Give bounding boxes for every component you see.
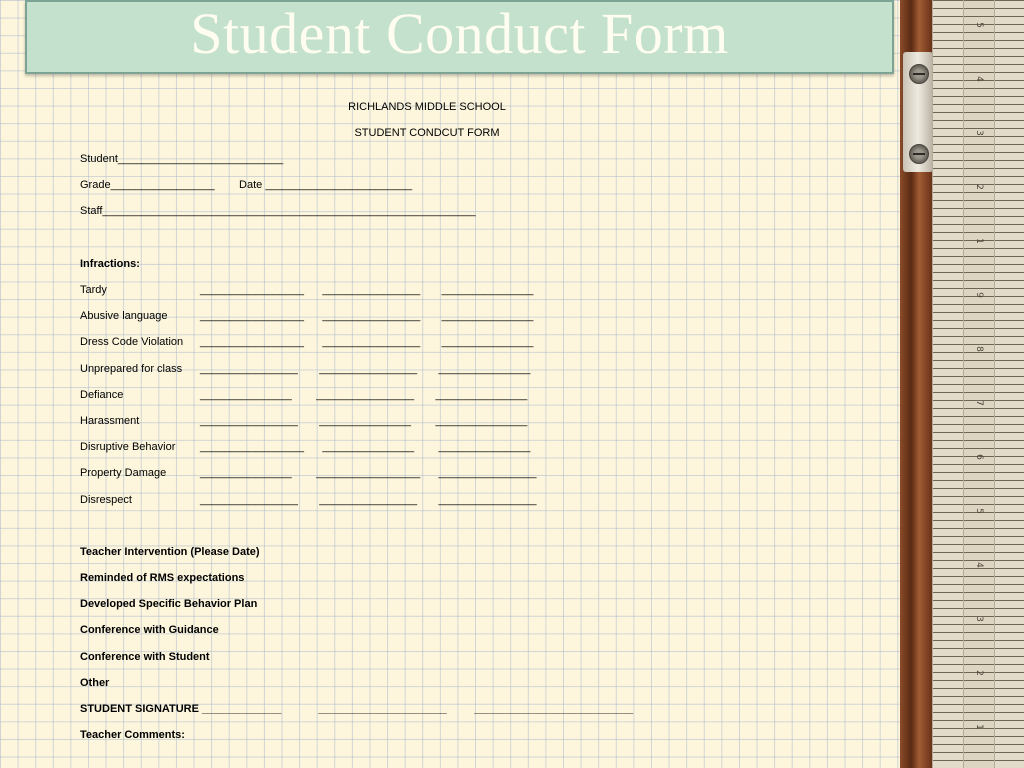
infraction-blanks: ________________ ________________ _______________	[200, 362, 531, 375]
infraction-blanks: _______________ _________________ ________________	[200, 467, 537, 480]
ruler-number: 1	[973, 724, 984, 730]
ruler-number: 4	[973, 562, 984, 568]
grade-date-field: Grade_________________ Date ________________________	[80, 179, 413, 191]
ruler-number: 5	[973, 22, 984, 28]
student-field: Student___________________________	[80, 153, 284, 165]
ruler-number: 6	[973, 454, 984, 460]
ruler-number: 8	[973, 346, 984, 352]
form-name: STUDENT CONDCUT FORM	[354, 127, 500, 139]
intervention-item: Other	[80, 676, 110, 689]
intervention-item: Conference with Student	[80, 650, 210, 663]
signature-line: STUDENT SIGNATURE _____________ _____________________ __________________________	[80, 703, 634, 715]
page-title: Student Conduct Form	[190, 0, 729, 66]
ruler-number: 3	[973, 130, 984, 136]
metal-clip	[903, 52, 933, 172]
ruler-number: 1	[973, 238, 984, 244]
intervention-item: Conference with Guidance	[80, 624, 219, 637]
ruler-strip	[963, 0, 994, 768]
ruler-number: 2	[973, 670, 984, 676]
infractions-heading: Infractions:	[80, 258, 140, 270]
infraction-label: Abusive language	[80, 310, 168, 323]
infraction-blanks: _________________ ________________ _______________	[200, 336, 534, 349]
screw-icon	[909, 64, 929, 84]
infraction-label: Unprepared for class	[80, 362, 183, 375]
infraction-blanks: _______________ ________________ _______________	[200, 388, 528, 401]
infraction-blanks: _________________ ________________ _______________	[200, 284, 534, 296]
ruler-number: 9	[973, 292, 984, 298]
intervention-heading: Teacher Intervention (Please Date)	[80, 546, 260, 558]
intervention-item: Developed Specific Behavior Plan	[80, 598, 258, 611]
infraction-blanks: _________________ ________________ _______________	[200, 310, 534, 323]
infraction-label: Property Damage	[80, 467, 167, 480]
staff-field: Staff_____________________________________________________________	[80, 205, 476, 217]
ruler-number: 7	[973, 400, 984, 406]
infraction-label: Dress Code Violation	[80, 336, 184, 349]
infraction-label: Defiance	[80, 388, 124, 401]
infraction-label: Disrespect	[80, 493, 132, 506]
infraction-label: Harassment	[80, 415, 140, 427]
ruler-number: 3	[973, 616, 984, 622]
ruler-strip	[994, 0, 1024, 768]
intervention-item: Reminded of RMS expectations	[80, 572, 245, 584]
infraction-blanks: ________________ ________________ ________________	[200, 493, 537, 506]
teacher-comments: Teacher Comments:	[80, 729, 185, 741]
ruler-number: 2	[973, 184, 984, 190]
infraction-label: Tardy	[80, 284, 107, 296]
ruler-number: 5	[973, 508, 984, 514]
ruler-decoration	[900, 0, 1024, 768]
infraction-label: Disruptive Behavior	[80, 441, 176, 454]
ruler-number: 4	[973, 76, 984, 82]
ruler-strip	[932, 0, 963, 768]
infraction-blanks: _________________ _______________ _______________	[200, 441, 531, 454]
screw-icon	[909, 144, 929, 164]
school-name: RICHLANDS MIDDLE SCHOOL	[348, 101, 506, 113]
infraction-blanks: ________________ _______________ _______________	[200, 415, 528, 427]
